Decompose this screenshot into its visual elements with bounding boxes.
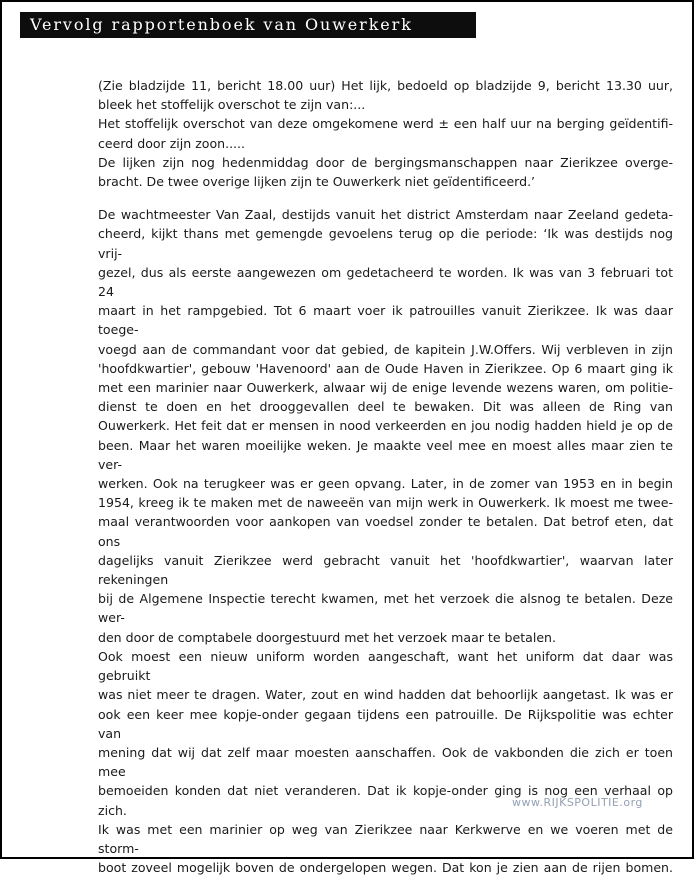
text-line: De lijken zijn nog hedenmiddag door de bergingsmanschappen naar Zierikzee overge- — [98, 154, 673, 170]
text-line: bracht. De twee overige lijken zijn te Ouwerkerk niet geïdentificeerd.’ — [98, 174, 536, 190]
text-line: dienst te doen en het drooggevallen deel te bewaken. Dit was alleen de Ring van — [98, 399, 673, 415]
text-line: Ook moest een nieuw uniform worden aangeschaft, want het uniform dat daar was gebruikt — [98, 648, 673, 684]
text-line: den door de comptabele doorgestuurd met het verzoek maar te betalen. — [98, 629, 556, 645]
text-line: maal verantwoorden voor aankopen van voedsel zonder te betalen. Dat betrof eten, dat ons — [98, 514, 673, 549]
paragraph-3 — [98, 647, 673, 877]
text-line: 'hoofdkwartier', gebouw 'Havenoord' aan de Oude Haven in Zierikzee. Op 6 maart ging ik — [98, 360, 673, 376]
text-line: Ouwerkerk. Het feit dat er mensen in nood verkeerden en jou nodig hadden hield je op de — [98, 418, 673, 434]
text-line: 1954, kreeg ik te maken met de naweeën van mijn werk in Ouwerkerk. Ik moest me twee- — [98, 495, 673, 511]
text-line: met een marinier naar Ouwerkerk, alwaar wij de enige levende wezens waren, om politie- — [98, 380, 673, 396]
text-line: cheerd, kijkt thans met gemengde gevoelens terug op die periode: ‘Ik was destijds nog vrij- — [98, 226, 673, 261]
text-line: bij de Algemene Inspectie terecht kwamen, met het verzoek die alsnog te betalen. Deze wer- — [98, 591, 673, 626]
text-line: been. Maar het waren moeilijke weken. Je maakte veel mee en moest alles maar zien te ver- — [98, 437, 673, 472]
text-line: ceerd door zijn zoon..... — [98, 135, 246, 151]
text-line: bemoeiden konden dat niet veranderen. Dat ik kopje-onder ging is nog een verhaal op zich. — [98, 783, 673, 818]
paragraph-1 — [98, 76, 673, 191]
body-text — [98, 76, 673, 877]
text-line: gezel, dus als eerste aangewezen om gedetacheerd te worden. Ik was van 3 februari tot 24 — [98, 264, 673, 300]
text-line: dagelijks vanuit Zierikzee werd gebracht vanuit het 'hoofdkwartier', waarvan later rekeningen — [98, 552, 673, 588]
text-line: mening dat wij dat zelf maar moesten aanschaffen. Ook de vakbonden die zich er toen mee — [98, 744, 673, 780]
paragraph-2 — [98, 205, 673, 647]
site-watermark: www.RIJKSPOLITIE.org — [512, 796, 643, 809]
text-line: bleek het stoffelijk overschot te zijn van:... — [98, 97, 366, 113]
text-line: Het stoffelijk overschot van deze omgekomene werd ± een half uur na berging geïdentifi- — [98, 116, 673, 132]
text-line: ook een keer mee kopje-onder gegaan tijdens een patrouille. De Rijkspolitie was echter van — [98, 706, 673, 741]
page-header-title: Vervolg rapportenboek van Ouwerkerk — [20, 12, 476, 38]
text-line: was niet meer te dragen. Water, zout en wind hadden dat behoorlijk aangetast. Ik was er — [98, 687, 673, 703]
text-line: (Zie bladzijde 11, bericht 18.00 uur) Het lijk, bedoeld op bladzijde 9, bericht 13.30 uur, — [98, 78, 673, 93]
text-line: voegd aan de commandant voor dat gebied, de kapitein J.W.Offers. Wij verbleven in zijn — [98, 341, 673, 357]
text-line: Ik was met een marinier op weg van Zierikzee naar Kerkwerve en we voeren met de storm- — [98, 821, 673, 856]
text-line: De wachtmeester Van Zaal, destijds vanuit het district Amsterdam naar Zeeland gedeta- — [98, 207, 673, 223]
text-line: werken. Ook na terugkeer was er geen opvang. Later, in de zomer van 1953 en in begin — [98, 476, 673, 492]
text-line: boot zoveel mogelijk boven de ondergelopen wegen. Dat kon je zien aan de rijen bomen. — [98, 860, 673, 876]
text-line: maart in het rampgebied. Tot 6 maart voer ik patrouilles vanuit Zierikzee. Ik was daar toege- — [98, 303, 673, 338]
